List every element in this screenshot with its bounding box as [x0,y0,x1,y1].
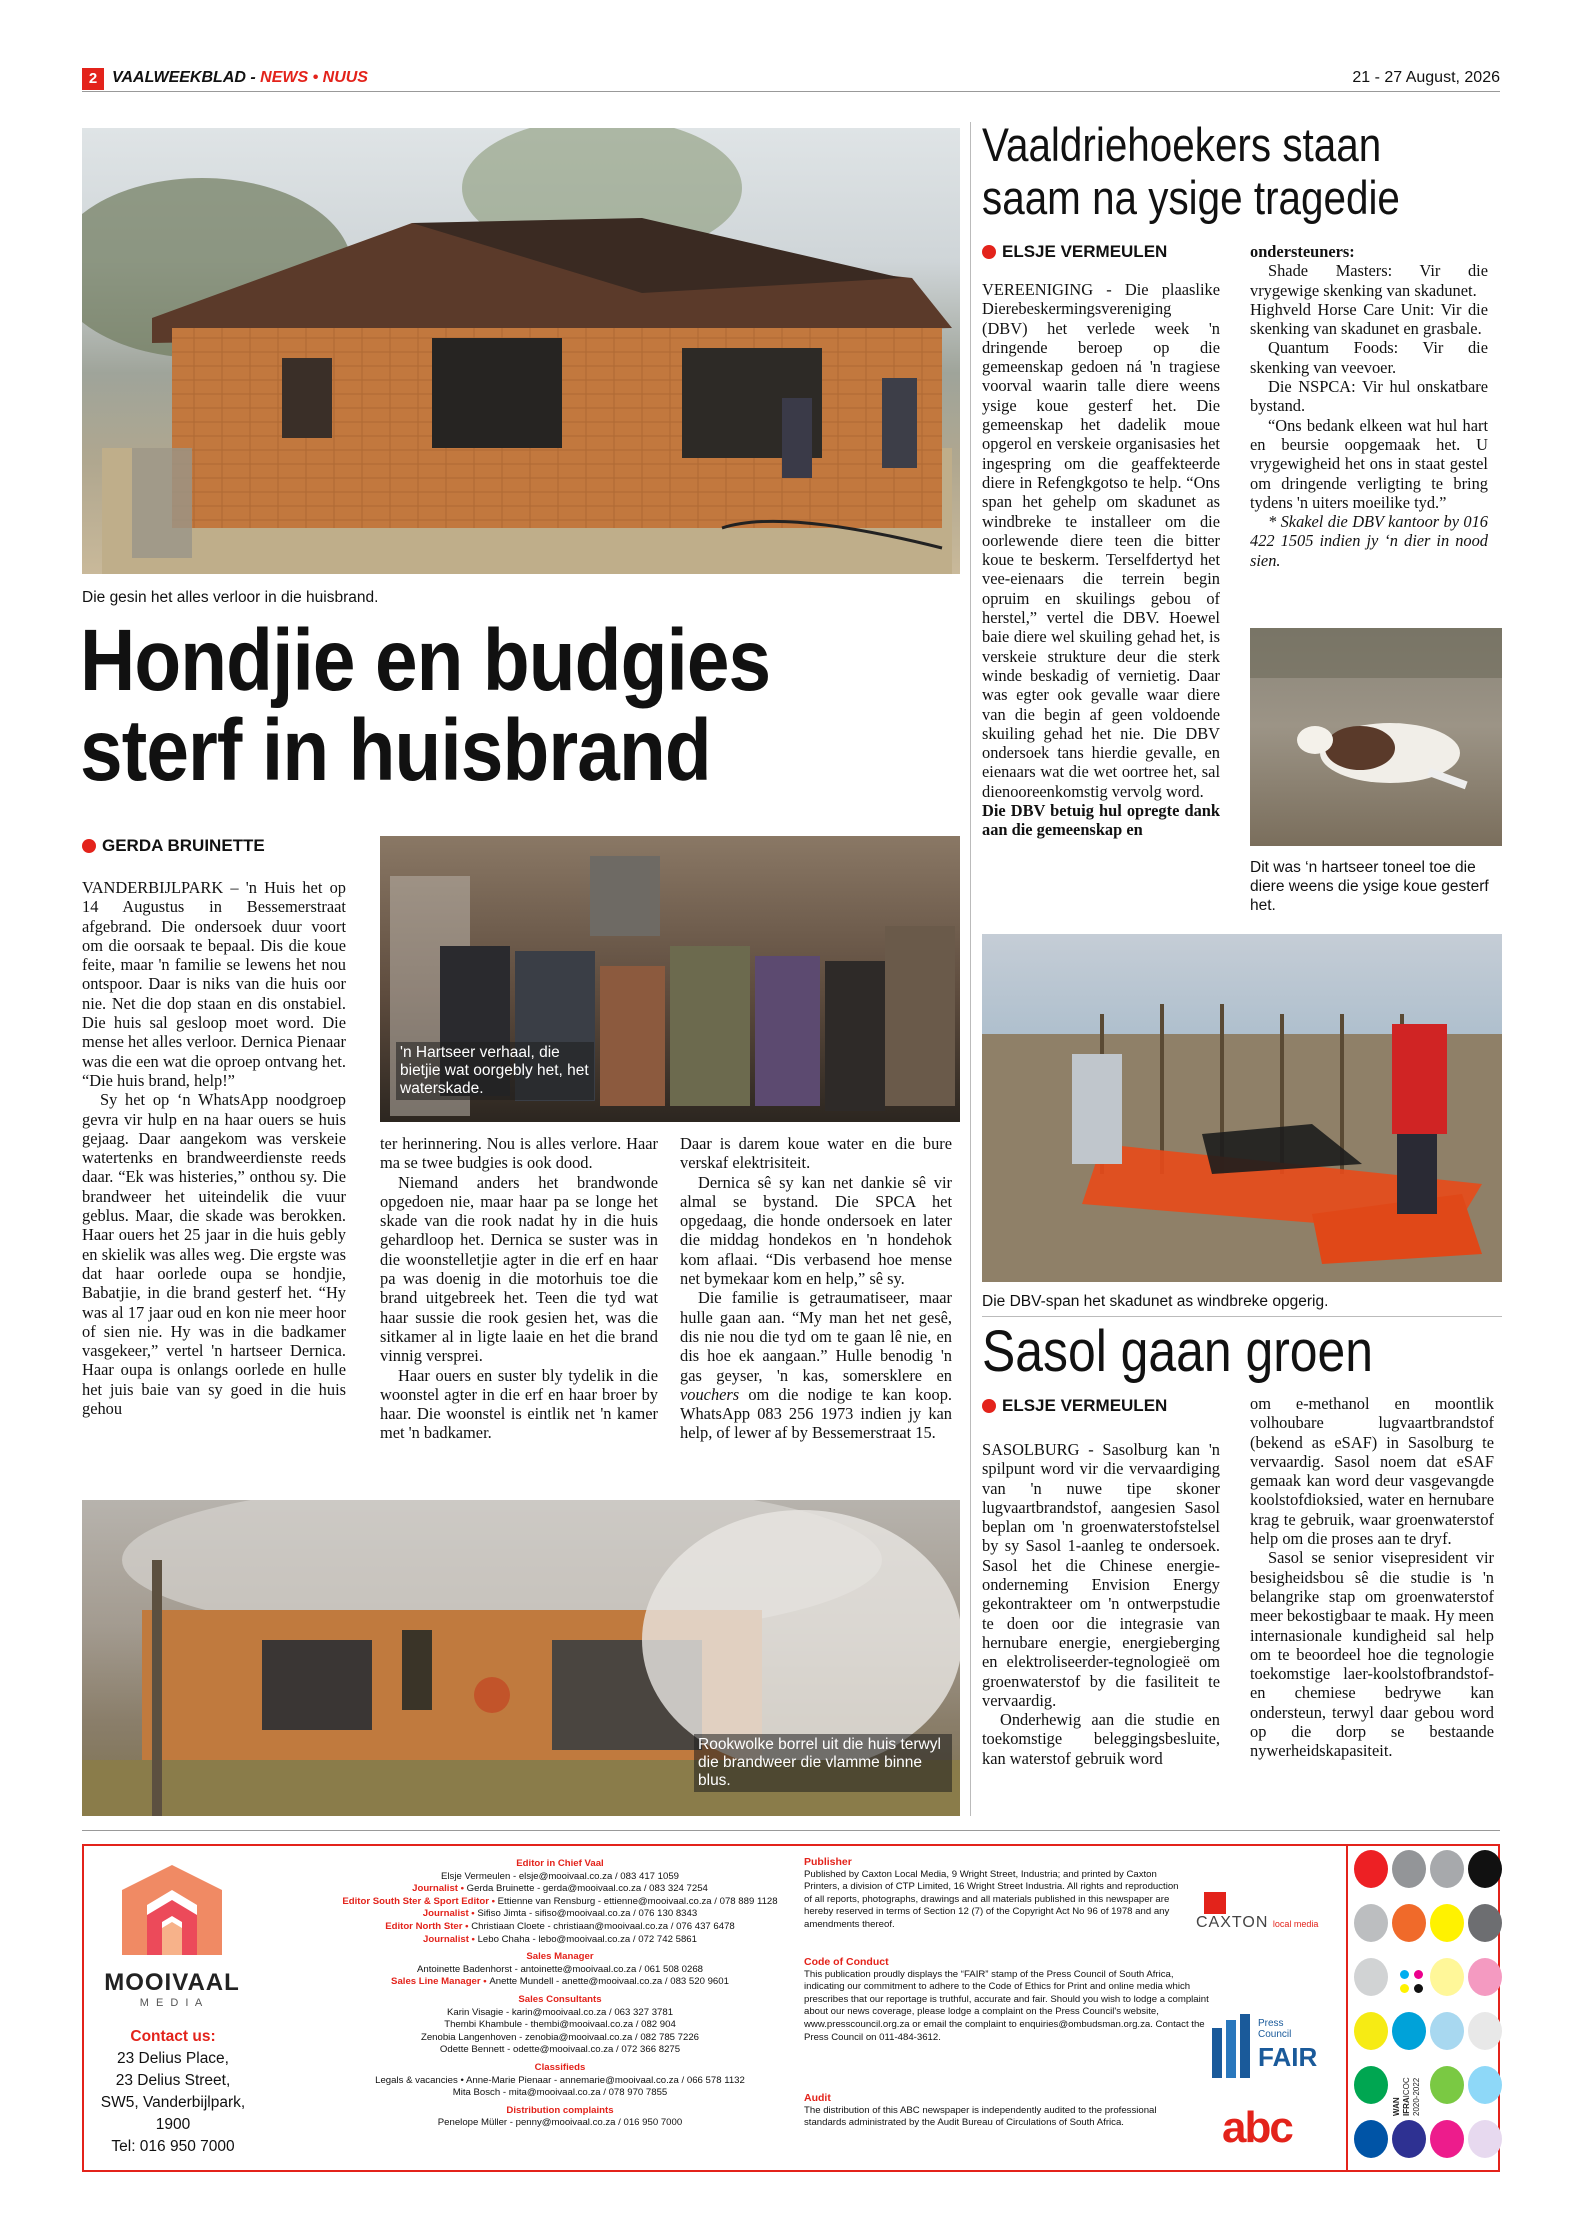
color-swatch [1354,1850,1388,1888]
logo-sub: M E D I A [139,1997,205,2009]
color-swatch [1430,2120,1464,2158]
publisher-text: Published by Caxton Local Media, 9 Wright Street, Industria; and printed by Caxton Printers, a division of CTP Limited, 16 Wright Street Industria. All rights and reproduction of all reports, photographs, drawings and all materials published in this newspaper are hereby reserved in terms of Section 12 (7) of the Copyright Act No 96 of 1978 and any amendments thereof. [804,1868,1179,1930]
page-header [82,68,1500,90]
footer-box [82,1844,1500,2172]
story2-headline [982,118,1502,224]
footer-rule [82,1830,1500,1831]
staff-line [280,1883,840,1896]
staff-text: Elsje Vermeulen - elsje@mooivaal.co.za / 083 417 1059 [441,1870,679,1882]
color-swatch [1430,2012,1464,2050]
byline-name: GERDA BRUINETTE [102,836,265,855]
staff-text: Legals & vacancies • Anne-Marie Pienaar - annemarie@mooivaal.co.za / 066 578 1132 [375,2074,745,2086]
staff-text: Ettienne van Rensburg - ettienne@mooivaal.co.za / 078 889 1128 [497,1895,778,1907]
staff-role: Journalist • [412,1883,467,1895]
caxton-sub: local media [1272,1919,1319,1929]
staff-line [280,1896,840,1909]
mooivaal-logo [102,1860,242,2009]
staff-line [280,1934,840,1947]
conduct-text: This publication proudly displays the “FAIR” stamp of the Press Council of South Africa, indicating our commitment to adhere to the Code of Ethics for Print and online media which prescribes that our reportage is truthful, accurate and fair. Should you wish to lodge a complaint about our news coverage, please lodge a complaint on the Press Council's website, www.presscouncil.org.za or email the complaint to enquiries@ombudsman.org.za. Contact the Press Council on 011-484-3612. [804,1968,1209,2043]
paragraph: Niemand anders het brandwonde opgedoen nie, maar haar pa se longe het skade van die rook nadat hy in die huis gehardloop het. Dernica se suster was in die woonstelletjie agter in die erf en haar pa was doenig in die motorhuis toe die brand uitgebreek het. Teen die tyd wat haar sussie die rook gesien het, was die sitkamer al in ligte laaie en het die brand vinnig versprei. [380,1172,658,1366]
smoke-photo [82,1500,960,1816]
cow-illustration [1250,628,1502,846]
byline-dot-icon [982,245,996,259]
paragraph-italic: * Skakel die DBV kantoor by 016 422 1505 indien jy ‘n dier in nood sien. [1250,512,1488,570]
smoke-caption: Rookwolke borrel uit die huis terwyl die brandweer die vlamme binne blus. [694,1734,952,1792]
staff-text: Penelope Müller - penny@mooivaal.co.za / 016 950 7000 [437,2117,683,2129]
story2-column-1 [982,280,1220,840]
paragraph: Die NSPCA: Vir hul onskatbare bystand. [1250,377,1488,416]
paragraph: om e-methanol en moontlik volhoubare lugvaartbrandstof (bekend as eSAF) in Sasolburg te vervaardig. Sasol noem dat eSAF gemaak kan word deur vasgevangde koolstofdioksied, water en hernubare krag te gebruik, waar groenwaterstof help om die proses aan te dryf. [1250,1394,1494,1549]
shade-net-illustration [982,934,1502,1282]
page-number: 2 [82,68,104,90]
paragraph: “Ons bedank elkeen wat hul hart en beursie oopgemaak het. U vrygewigheid het ons in staat gestel om dringende verligting te bring tydens 'n uiters moeilike tyd.” [1250,415,1488,512]
house-fire-caption: Die gesin het alles verloor in die huisbrand. [82,589,379,606]
staff-line [280,2087,840,2100]
story1-headline [80,612,960,799]
story3-column-1 [982,1440,1220,1768]
byline-dot-icon [982,1399,996,1413]
staff-text: Lebo Chaha - lebo@mooivaal.co.za / 072 742 5861 [477,1933,697,1945]
byline-dot-icon [82,839,96,853]
caxton-mark-icon [1204,1892,1226,1914]
byline-name: ELSJE VERMEULEN [1002,242,1168,261]
staff-heading: Sales Manager [526,1951,594,1963]
contact-line: 23 Delius Street, [115,2072,231,2089]
color-swatch [1354,2066,1388,2104]
cmyk-dots-icon [1400,1970,1424,1994]
paragraph-bold: ondersteuners: [1250,242,1355,261]
staff-heading: Editor in Chief Vaal [516,1858,604,1869]
staff-line [280,1976,840,1989]
headline-line-1: Vaaldriehoekers staan [982,118,1382,171]
staff-text: Anette Mundell - anette@mooivaal.co.za / 083 520 9601 [489,1976,729,1988]
paragraph: VANDERBIJLPARK – 'n Huis het op 14 Augustus in Bessemerstraat afgebrand. Die ondersoek duur voort om die oorsaak te bepaal. Dis die koue feite, maar 'n familie se lewens het nou ontspoor. Daar is niks van die huis oor nie. Net die dop staan en dis onstabiel. Die huis sal gesloop moet word. Die mense het alles verloor. Dernica Pienaar was die een wat die oproep ontvang het. “Die huis brand, help!” [82,878,346,1090]
publication-name: VAALWEEKBLAD - [112,69,261,86]
headline-line-2: saam na ysige tragedie [982,171,1400,224]
color-swatch [1392,2120,1426,2158]
dead-cow-photo [1250,628,1502,846]
story-divider [982,1316,1502,1317]
staff-text: Antoinette Badenhorst - antoinette@mooivaal.co.za / 061 508 0268 [416,1963,704,1975]
staff-text: Mita Bosch - mita@mooivaal.co.za / 078 970 7855 [452,2087,668,2099]
color-swatch [1430,1850,1464,1888]
press-council-icon [1212,2014,1252,2078]
fair-text: FAIR [1258,2042,1318,2072]
story1-column-2 [380,1134,658,1443]
paragraph [680,1288,952,1442]
story2-byline [982,242,1167,262]
color-swatch [1392,2012,1426,2050]
paragraph: Sy het op ‘n WhatsApp noodgroep gevra vir hulp en na haar ouers se huis gejaag. Daar aangekom was verskeie watertenks en brandweerdienste reeds daar. “Ek was histeries,” onthou sy. Die brandweer het uiteindelik die vuur geblus. Maar, die skade was berokken. Haar ouers het 25 jaar in die huis gebly en skielik was alles weg. Die ergste was dat haar oorlede oupa se hondjie, Babatjie, in die brand gesterf het. “Hy was al 17 jaar oud en kon nie meer hoor of sien nie. Hy was in die badkamer vasgekeer,” vertel 'n hartseer Dernica. Haar oupa is onlangs oorlede en hulle het juis baie van sy goed in die huis gehou [82,1090,346,1419]
color-swatch [1392,1904,1426,1942]
icoc-text: ICOC 2020-2022 [1402,2077,1421,2116]
shade-net-photo [982,934,1502,1282]
headline-line-2: sterf in huisbrand [80,702,711,799]
staff-text: Gerda Bruinette - gerda@mooivaal.co.za / 083 324 7254 [466,1883,708,1895]
wan-ifra-text: WAN IFRA [1392,2097,1411,2116]
mooivaal-logo-icon [102,1860,242,1970]
byline-name: ELSJE VERMEULEN [1002,1396,1168,1415]
staff-role: Editor North Ster • [385,1920,472,1932]
paragraph: Dernica sê sy kan net dankie sê vir almal se bystand. Die SPCA het opgedaag, die honde ondersoek en later die middag hondekos en 'n hondehok kom aflaai. “Dis verbasend hoe mense net bymekaar kom en help,” sê sy. [680,1172,952,1289]
staff-line [280,2075,840,2088]
staff-heading: Sales Consultants [518,1993,602,2005]
color-swatch [1354,1958,1388,1996]
story3-headline: Sasol gaan groen [982,1319,1374,1384]
color-swatch [1430,1958,1464,1996]
paragraph: Daar is darem koue water en die bure verskaf elektrisiteit. [680,1134,952,1173]
staff-role: Journalist • [423,1933,478,1945]
audit-text: The distribution of this ABC newspaper is independently audited to the professional standards administrated by the Audit Bureau of Circulations of South Africa. [804,2104,1157,2129]
water-damage-photo [380,836,960,1122]
text-run: om die nodige te kan koop. WhatsApp 083 256 1973 indien jy kan help, of lewer af by Bessemerstraat 15. [680,1384,952,1443]
staff-role: Sales Line Manager • [391,1976,490,1988]
header-rule [82,91,1500,92]
contact-line: SW5, Vanderbijlpark, [100,2094,246,2111]
staff-line [280,1908,840,1921]
story1-column-3 [680,1134,952,1443]
conduct-block [804,1956,1214,2044]
audit-title: Audit [804,2092,831,2104]
paragraph: Onderhewig aan die studie en toekomstige beleggingsbesluite, kan waterstof gebruik word [982,1710,1220,1768]
staff-text: Karin Visagie - karin@mooivaal.co.za / 063 327 3781 [446,2006,674,2018]
color-swatch [1468,2066,1502,2104]
staff-line [280,1871,840,1884]
color-swatch [1468,2012,1502,2050]
contact-title: Contact us: [130,2028,216,2045]
water-damage-caption: 'n Hartseer verhaal, die bietjie wat oorgebly het, het waterskade. [396,1042,594,1100]
caxton-logo [1196,1892,1346,1932]
contact-line: 23 Delius Place, [116,2050,229,2067]
audit-block [804,2092,1184,2130]
text-run-italic: vouchers [680,1384,740,1404]
staff-list [280,1858,840,2130]
staff-heading: Classifieds [534,2061,586,2073]
text-run: Die familie is getraumatiseer, maar hulle gaan aan. “My man het net gesê, dis nie nou die tyd om te gaan lê nie, en dis hoe ek aangaan.” Hulle benodig 'n gas geyser, 'n kas, somersklere en [680,1288,952,1385]
staff-text: Sifiso Jimta - sifiso@mooivaal.co.za / 076 130 8343 [477,1908,698,1920]
color-swatch [1468,2120,1502,2158]
paragraph: Shade Masters: Vir die vrygewige skenking van skadunet. [1250,261,1488,300]
caxton-name: CAXTON [1196,1914,1269,1931]
shade-net-caption: Die DBV-span het skadunet as windbreke opgerig. [982,1293,1329,1310]
publisher-title: Publisher [804,1856,852,1868]
paragraph: Quantum Foods: Vir die skenking van veevoer. [1250,338,1488,377]
contact-line: Tel: 016 950 7000 [111,2138,235,2155]
press-council-logo [1212,2010,1322,2082]
wan-ifra-logo [1392,2066,1432,2116]
staff-heading: Distribution complaints [506,2104,614,2116]
color-swatch [1354,1904,1388,1942]
staff-line [280,2117,840,2130]
conduct-title: Code of Conduct [804,1956,889,1968]
paragraph: VEREENIGING - Die plaaslike Dierebeskermingsvereniging (DBV) het verlede week 'n dringende beroep op die gemeenskap gedoen ná 'n tragiese voorval waarin talle diere weens ysige koue gesterf het. Die gemeenskap het dadelik moue opgerol en verskeie organisasies het ingespring om die geaffekteerde diere in Refengkgotso te help. “Ons span het gehelp om skadunet as windbreke te installeer om die oorlewende diere teen die bitter koue te beskerm. Terselfdertyd het vee-eienaars die terrein begin opruim en skuilings gebou of herstel,” vertel die DBV. Hoewel baie diere wel skuiling gehad het, is verskeie strukture deur die sterk winde beskadig of vernietig. Daar was egter ook gevalle waar diere van die begin af geen voldoende skuiling gehad het nie. Die DBV ondersoek tans hierdie gevalle, en eienaars wat die wet oortree het, sal dienooreenkomstig vervolg word. [982,280,1220,801]
color-swatch [1430,1904,1464,1942]
story3-byline [982,1396,1167,1416]
staff-role: Journalist • [422,1908,478,1920]
staff-line [280,1921,840,1934]
color-swatch [1468,1850,1502,1888]
masthead [112,69,368,87]
paragraph: Highveld Horse Care Unit: Vir die skenking van skadunet en grasbale. [1250,299,1488,339]
paragraph: ter herinnering. Nou is alles verlore. Haar ma se twee budgies is ook dood. [380,1134,658,1173]
section-name: NEWS • NUUS [260,69,368,86]
house-fire-photo [82,128,960,574]
contact-block [88,2026,258,2158]
dead-cow-caption: Dit was ‘n hartseer toneel toe die diere weens die ysige koue gesterf het. [1250,859,1489,914]
staff-text: Zenobia Langenhoven - zenobia@mooivaal.co.za / 082 785 7226 [420,2031,700,2043]
color-swatch [1468,1904,1502,1942]
staff-text: Odette Bennett - odette@mooivaal.co.za / 072 366 8275 [439,2044,681,2056]
staff-line [280,2044,840,2057]
color-swatch [1354,2120,1388,2158]
staff-line [280,1964,840,1977]
color-swatch [1468,1958,1502,1996]
paragraph: SASOLBURG - Sasolburg kan 'n spilpunt word vir die vervaardiging van 'n nuwe tipe skoner lugvaartbrandstof, aangesien Sasol beplan om 'n groenwaterstofstelsel by sy Sasol 1-aanleg te ondersoek. Sasol het die Chinese energie-onderneming Envision Energy gekontrakteer om 'n ontwerpstudie te doen oor die integrasie van hernubare energie, energieberging en elektroliseerder-tegnologieë om groenwaterstof by die fasiliteit te vervaardig. [982,1440,1220,1710]
contact-line: 1900 [155,2116,191,2133]
staff-line [280,2019,840,2032]
paragraph: Sasol se senior visepresident vir besigheidsbou sê die studie is 'n belangrike stap om groenwaterstof meer bekostigbaar te maak. Hy meen internasionale kundigheid sal help om te beoordeel hoe die tegnologie toekomstige laer-koolstofbrandstof- en chemiese bedrywe kan ondersteun, terwyl daar gebou word op die dorp se bestaande nywerheidskapasiteit. [1250,1548,1494,1761]
staff-text: Christiaan Cloete - christiaan@mooivaal.co.za / 076 437 6478 [471,1920,735,1932]
staff-line [280,2007,840,2020]
story2-column-2 [1250,242,1488,570]
color-swatch [1430,2066,1464,2104]
story1-byline [82,836,265,856]
headline-line-1: Hondjie en budgies [80,612,771,709]
staff-line [280,2032,840,2045]
color-bar [1346,1844,1504,2172]
house-fire-illustration [82,128,960,574]
logo-name: MOOIVAAL [104,1969,240,1996]
column-divider [970,122,971,1816]
abc-logo: abc [1222,2103,1292,2152]
paragraph-bold: Die DBV betuig hul opregte dank aan die gemeenskap en [982,801,1220,840]
staff-text: Thembi Khambule - thembi@mooivaal.co.za / 082 904 [444,2019,676,2031]
issue-date: 21 - 27 August, 2026 [1352,69,1500,86]
paragraph: Haar ouers en suster bly tydelik in die woonstel agter in die erf en haar broer by haar. Die woonstel is eintlik net 'n kamer met 'n badkamer. [380,1365,658,1443]
press-council-text: Press Council [1258,2018,1292,2040]
color-swatch [1392,1850,1426,1888]
story3-column-2 [1250,1394,1494,1761]
color-swatch [1354,2012,1388,2050]
story1-column-1 [82,878,346,1418]
staff-role: Editor South Ster & Sport Editor • [342,1895,498,1907]
